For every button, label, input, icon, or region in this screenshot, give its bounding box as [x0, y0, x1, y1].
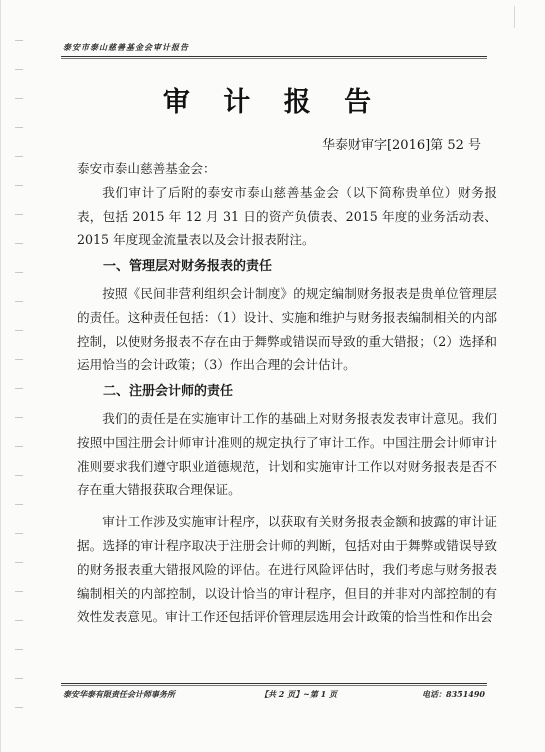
binding-tick [15, 533, 23, 534]
binding-tick [15, 620, 23, 621]
binding-tick [15, 127, 23, 128]
binding-tick [15, 591, 23, 592]
binding-tick [15, 504, 23, 505]
binding-tick [15, 243, 23, 244]
binding-tick [15, 649, 23, 650]
footer-firm: 泰安华泰有限责任会计师事务所 [63, 689, 175, 699]
footer-page-number: 【共 2 页】~第 1 页 [260, 689, 337, 699]
section2-paragraph-1: 我们的责任是在实施审计工作的基础上对财务报表发表审计意见。我们按照中国注册会计师审计准则的规定执行了审计工作。中国注册会计师审计准则要求我们遵守职业道德规范，计划和实施审计工作以对财务报表是否不存在重大错报获取合理保证。 [77, 410, 497, 498]
binding-tick [15, 214, 23, 215]
header-rule [61, 56, 487, 57]
running-header: 泰安市泰山慈善基金会审计报告 [63, 42, 189, 52]
binding-tick [15, 185, 23, 186]
report-body [77, 157, 497, 629]
binding-tick [15, 678, 23, 679]
binding-tick [15, 301, 23, 302]
footer-phone: 电话：8351490 [422, 689, 485, 699]
running-footer [63, 689, 485, 700]
header-rule-secondary [61, 58, 487, 59]
binding-tick [15, 156, 23, 157]
section2-paragraph-2: 审计工作涉及实施审计程序，以获取有关财务报表金额和披露的审计证据。选择的审计程序取决于注册会计师的判断，包括对由于舞弊或错误导致的财务报表重大错报风险的评估。在进行风险评估时，我们考虑与财务报表编制相关的内部控制，以设计恰当的审计程序，但目的并非对内部控制的有效性发表意见。审计工作还包括评价管理层选用会计政策的恰当性和作出会 [77, 514, 497, 625]
footer-rule [61, 683, 487, 684]
addressee: 泰安市泰山慈善基金会： [77, 161, 216, 176]
binding-tick [15, 359, 23, 360]
binding-tick [15, 330, 23, 331]
document-number: 华泰财审字[2016]第 52 号 [321, 138, 481, 153]
binding-tick [15, 272, 23, 273]
section1-paragraph: 按照《民间非营利组织会计制度》的规定编制财务报表是贵单位管理层的责任。这种责任包括：（1）设计、实施和维护与财务报表编制相关的内部控制，以使财务报表不存在由于舞弊或错误而导致的重大错报；（2）选择和运用恰当的会计政策；（3）作出合理的会计估计。 [77, 285, 497, 373]
binding-tick [15, 446, 23, 447]
intro-paragraph: 我们审计了后附的泰安市泰山慈善基金会（以下简称贵单位）财务报表，包括 2015 年 12 月 31 日的资产负债表、2015 年度的业务活动表、2015 年度现金流量表以及会计报表附注。 [77, 184, 497, 248]
report-title: 审 计 报 告 [162, 87, 384, 118]
binding-tick [15, 562, 23, 563]
binding-marks [15, 40, 23, 740]
binding-tick [15, 69, 23, 70]
section2-heading: 二、注册会计师的责任 [103, 384, 234, 400]
footer-rule-secondary [61, 685, 487, 686]
section1-heading: 一、管理层对财务报表的责任 [103, 259, 273, 275]
scan-corner-mark [504, 6, 515, 28]
binding-tick [15, 475, 23, 476]
binding-tick [15, 707, 23, 708]
binding-tick [15, 388, 23, 389]
binding-tick [15, 40, 23, 41]
binding-tick [15, 417, 23, 418]
